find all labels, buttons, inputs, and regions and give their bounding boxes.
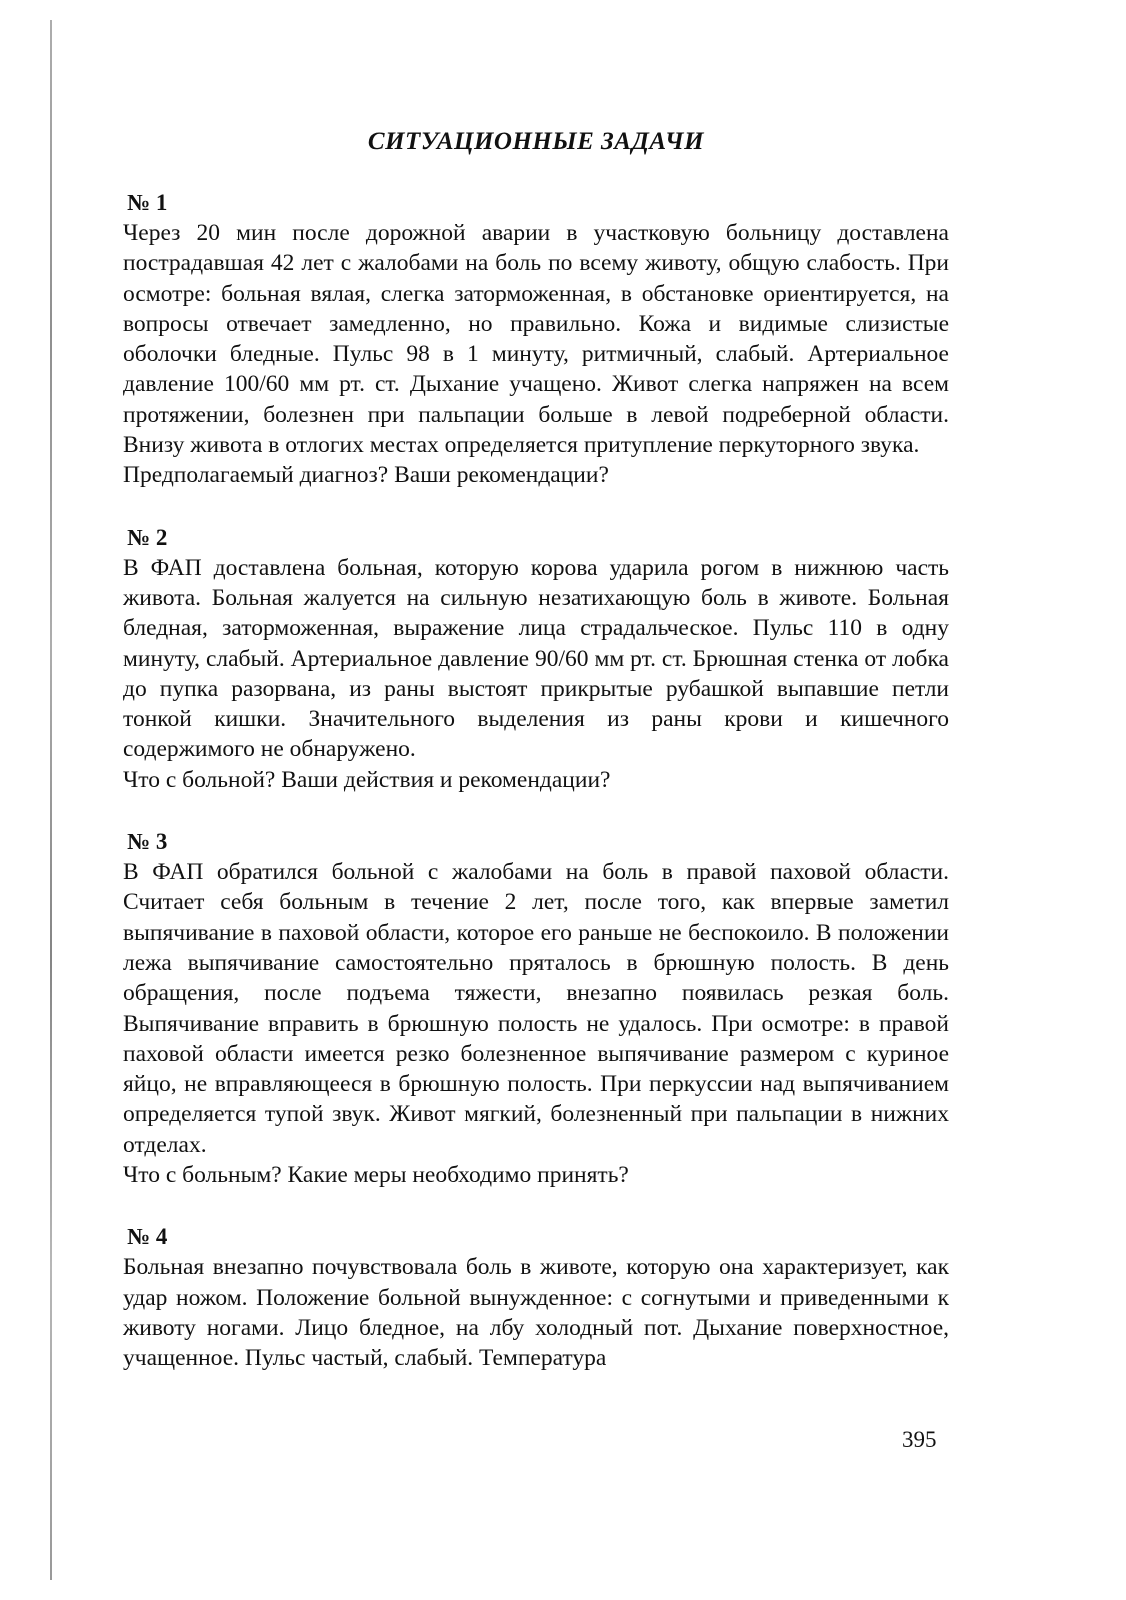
task-number: № 2 — [127, 524, 168, 550]
task-text: Больная внезапно почувствовала боль в животе, которую она характеризует, как удар ножом. Положение больной вынужденное: с согнутыми и приведенными к животу ногами. Лицо бледное, на лбу холодный пот. Дыхание поверхностное, учащенное. Пульс частый, слабый. Температура — [123, 1254, 949, 1372]
task-question: Что с больной? Ваши действия и рекомендации? — [123, 766, 611, 793]
task-number: № 3 — [127, 829, 168, 855]
task-question: Что с больным? Какие меры необходимо принять? — [123, 1162, 629, 1189]
task-text: В ФАП обратился больной с жалобами на боль в правой паховой области. Считает себя больным в течение 2 лет, после того, как впервые заметил выпячивание в паховой области, которое его раньше не беспокоило. В положении лежа выпячивание самостоятельно пряталось в брюшную полость. В день обращения, после подъема тяжести, внезапно появилась резкая боль. Выпячивание вправить в брюшную полость не удалось. При осмотре: в правой паховой области имеется резко болезненное выпячивание размером с куриное яйцо, не вправляющееся в брюшную полость. При перкуссии над выпячиванием определяется тупой звук. Живот мягкий, болезненный при пальпации в нижних отделах. — [123, 859, 949, 1158]
binding-line — [50, 20, 52, 1580]
task-1 — [123, 188, 949, 491]
page-number: 395 — [902, 1427, 937, 1452]
task-number: № 1 — [127, 190, 168, 215]
task-question: Предполагаемый диагноз? Ваши рекомендации? — [123, 462, 609, 489]
task-3 — [123, 827, 949, 1190]
task-number: № 4 — [127, 1224, 168, 1250]
task-2 — [123, 523, 949, 795]
task-text: В ФАП доставлена больная, которую корова ударила рогом в нижнюю часть живота. Больная жалуется на сильную незатихающую боль в животе. Больная бледная, заторможенная, выражение лица страдальческое. Пульс 110 в одну минуту, слабый. Артериальное давление 90/60 мм рт. ст. Брюшная стенка от лобка до пупка разорвана, из раны выстоят прикрытые рубашкой выпавшие петли тонкой кишки. Значительного выделения из раны крови и кишечного содержимого не обнаружено. — [123, 554, 949, 763]
task-gap — [123, 795, 949, 827]
task-4 — [123, 1222, 949, 1373]
task-gap — [123, 1190, 949, 1222]
page-title: СИТУАЦИОННЫЕ ЗАДАЧИ — [367, 128, 705, 155]
task-text: Через 20 мин после дорожной аварии в участковую больницу доставлена пострадавшая 42 лет с жалобами на боль по всему животу, общую слабость. При осмотре: больная вялая, слегка заторможенная, в обстановке ориентируется, на вопросы отвечает замедленно, но правильно. Кожа и видимые слизистые оболочки бледные. Пульс 98 в 1 минуту, ритмичный, слабый. Артериальное давление 100/60 мм рт. ст. Дыхание учащено. Живот слегка напряжен на всем протяжении, болезнен при пальпации больше в левой подреберной области. Внизу живота в отлогих местах определяется притупление перкуторного звука. — [123, 220, 949, 459]
page-content — [123, 122, 949, 1374]
task-gap — [123, 491, 949, 523]
